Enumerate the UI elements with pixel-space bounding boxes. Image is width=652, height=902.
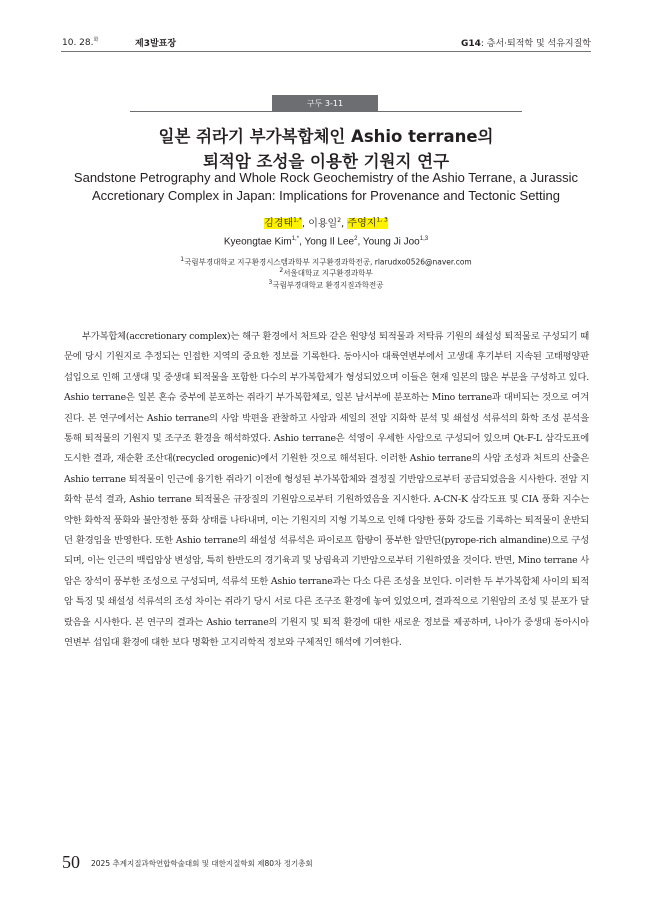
author-1-ko: [264, 218, 302, 229]
page-number: 50: [62, 852, 80, 872]
affiliation-2-text: 서울대학교 지구환경과학부: [283, 268, 373, 278]
author-3-ko-name: 주영지: [347, 218, 377, 230]
author-3-en-sup: 1,3: [419, 236, 429, 242]
author-2-ko-name: , 이용일: [301, 218, 338, 230]
authors-korean: [0, 214, 652, 231]
author-1-en-name: Kyeongtae Kim: [223, 236, 292, 248]
header-divider: [61, 51, 591, 52]
abstract-body: 부가복합체(accretionary complex)는 해구 환경에서 처트와 같은 원양성 퇴적물과 저탁류 기원의 쇄설성 퇴적물로 구성되기 때문에 당시 기원지로 추정되는 인접한 지역의 중요한 정보를 기록한다. 동아시아 대륙연변부에서 고생대 후기부터 지속된 고태평양판 섭입으로 인해 고생대 및 중생대 퇴적물을 포함한 다수의 부가복합체가 형성되었으며 이들은 현재 일본의 많은 부분을 구성하고 있다. Ashio terrane은 일본 혼슈 중부에 분포하는 쥐라기 부가복합체로, 일본 남서부에 분포하는 Mino terrane과 대비되는 것으로 여겨진다. 본 연구에서는 Ashio terrane의 사암 박편을 관찰하고 사암과 셰일의 전암 지화학 분석 및 쇄설성 석류석의 화학 조성 분석을 통해 퇴적물의 기원지 및 조구조 환경을 해석하였다. Ashio terrane은 석영이 우세한 사암으로 구성되어 있으며 Qt-F-L 삼각도표에 도시한 결과, 재순환 조산대(recycled orogenic)에서 기원한 것으로 해석된다. 이러한 Ashio terrane의 사암 조성과 처트의 산출은 Ashio terrane 퇴적물이 인근에 융기한 쥐라기 이전에 형성된 부가복합체와 결정질 기반암으로부터 공급되었음을 시사한다. 전암 지화학 분석 결과, Ashio terrane 퇴적물은 규장질의 기원암으로부터 기원하였음을 지시한다. A-CN-K 삼각도표 및 CIA 풍화 지수는 약한 화학적 풍화와 불안정한 풍화 상태를 나타내며, 이는 기원지의 지형 기복으로 인해 다양한 풍화 강도를 기록하는 퇴적물이 운반되던 환경임을 반영한다. 또한 Ashio terrane의 쇄설성 석류석은 파이로프 함량이 풍부한 알만딘(pyrope-rich almandine)으로 구성되며, 이는 인근의 백립암상 변성암, 특히 한반도의 경기육괴 및 낭림육괴 기반암으로부터 기원하였을 것이다. 반면, Mino terrane 사암은 장석이 풍부한 조성으로 구성되며, 석류석 또한 Ashio terrane과는 다소 다른 조성을 보인다. 이러한 두 부가복합체 사이의 퇴적암 특징 및 쇄설성 석류석의 조성 차이는 쥐라기 당시 서로 다른 조구조 환경에 놓여 있었으며, 결과적으로 기원암의 조성 및 분포가 달랐음을 시사한다. 본 연구의 결과는 Ashio terrane의 기원지 및 퇴적 환경에 대한 새로운 정보를 제공하며, 나아가 중생대 동아시아 연변부 섭입대 환경에 대한 보다 명확한 고지리학적 정보와 구체적인 해석에 기여한다.: [64, 331, 589, 649]
author-3-ko: [347, 218, 387, 229]
affiliation-1-text: 국립부경대학교 지구환경시스템과학부 지구환경과학전공, rlarudxo0526@naver.com: [184, 257, 472, 267]
affiliation-3-text: 국립부경대학교 환경지질과학전공: [272, 280, 384, 290]
title-korean: [40, 124, 612, 174]
affiliation-1-sup: 1: [180, 256, 185, 263]
footer-conference: 2025 추계지질과학연합학술대회 및 대한지질학회 제80차 정기총회: [91, 859, 313, 868]
author-3-en-name: , Young Ji Joo: [357, 236, 420, 248]
title-english-line-1: Sandstone Petrography and Whole Rock Geochemistry of the Ashio Terrane, a Jurassic: [73, 170, 579, 185]
author-2-en-sup: 2: [354, 236, 358, 242]
author-2-ko-sup: 2: [337, 217, 342, 224]
author-1-ko-sup: 1,*: [293, 217, 302, 224]
authors-english: [0, 232, 652, 249]
header-date-text: 10. 28.: [62, 38, 94, 48]
author-1-ko-name: 김경태: [264, 218, 294, 230]
title-divider: [130, 111, 522, 112]
header-section: [461, 36, 591, 49]
affiliation-2: [0, 266, 652, 279]
affiliation-3-sup: 3: [268, 279, 273, 286]
title-english: [40, 169, 612, 205]
header-section-code: G14: [460, 39, 481, 49]
author-separator: ,: [341, 218, 348, 230]
header-session: 제3발표장: [135, 39, 177, 49]
author-1-en-sup: 1,*: [291, 236, 300, 242]
header-date-weekday: 화: [93, 37, 99, 43]
presentation-code-badge: 구두 3-11: [272, 95, 378, 112]
affiliation-2-sup: 2: [279, 267, 284, 274]
affiliation-3: [0, 278, 652, 291]
header-section-title: : 층서·퇴적학 및 석유지질학: [480, 39, 591, 49]
title-korean-line-1: 일본 쥐라기 부가복합체인 Ashio terrane의: [158, 127, 494, 146]
title-korean-line-2: 퇴적암 조성을 이용한 기원지 연구: [202, 152, 450, 171]
author-2-en-name: , Yong Il Lee: [299, 236, 355, 248]
title-english-line-2: Accretionary Complex in Japan: Implications for Provenance and Tectonic Setting: [91, 188, 560, 203]
author-3-ko-sup: 1, 3: [376, 217, 388, 224]
header-date: [62, 36, 98, 48]
